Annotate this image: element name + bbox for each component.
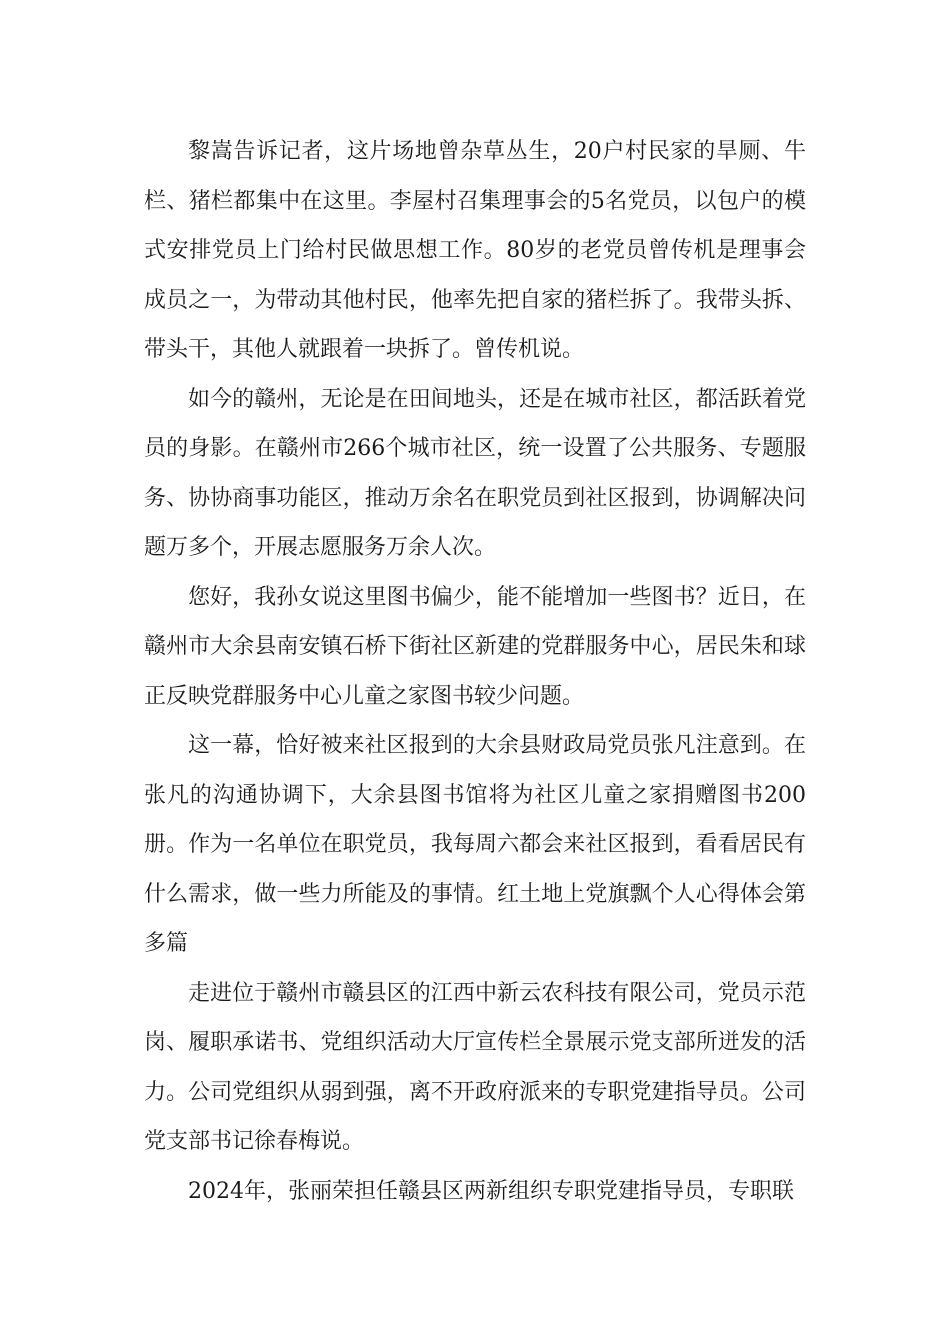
paragraph-4: 这一幕，恰好被来社区报到的大余县财政局党员张凡注意到。在张凡的沟通协调下，大余县图书馆将为社区儿童之家捐赠图书200册。作为一名单位在职党员，我每周六都会来社区报到，看看居民有什么需求，做一些力所能及的事情。红土地上党旗飘个人心得体会第多篇 [144,733,806,956]
paragraph-5: 走进位于赣州市赣县区的江西中新云农科技有限公司，党员示范岗、履职承诺书、党组织活动大厅宣传栏全景展示党支部所迸发的活力。公司党组织从弱到强，离不开政府派来的专职党建指导员。公司党支部书记徐春梅说。 [144,980,806,1154]
paragraph-3: 您好，我孙女说这里图书偏少，能不能增加一些图书？近日，在赣州市大余县南安镇石桥下街社区新建的党群服务中心，居民朱和球正反映党群服务中心儿童之家图书较少问题。 [144,584,806,709]
paragraph-6: 2024年，张丽荣担任赣县区两新组织专职党建指导员，专职联 [188,1178,794,1204]
paragraph-2: 如今的赣州，无论是在田间地头，还是在城市社区，都活跃着党员的身影。在赣州市266个城市社区，统一设置了公共服务、专题服务、协协商事功能区，推动万余名在职党员到社区报到，协调解决问题万多个，开展志愿服务万余人次。 [144,386,806,560]
document-body [144,127,806,1216]
paragraph-1: 黎嵩告诉记者，这片场地曾杂草丛生，20户村民家的旱厕、牛栏、猪栏都集中在这里。李屋村召集理事会的5名党员，以包户的模式安排党员上门给村民做思想工作。80岁的老党员曾传机是理事会成员之一，为带动其他村民，他率先把自家的猪栏拆了。我带头拆、带头干，其他人就跟着一块拆了。曾传机说。 [144,139,806,362]
